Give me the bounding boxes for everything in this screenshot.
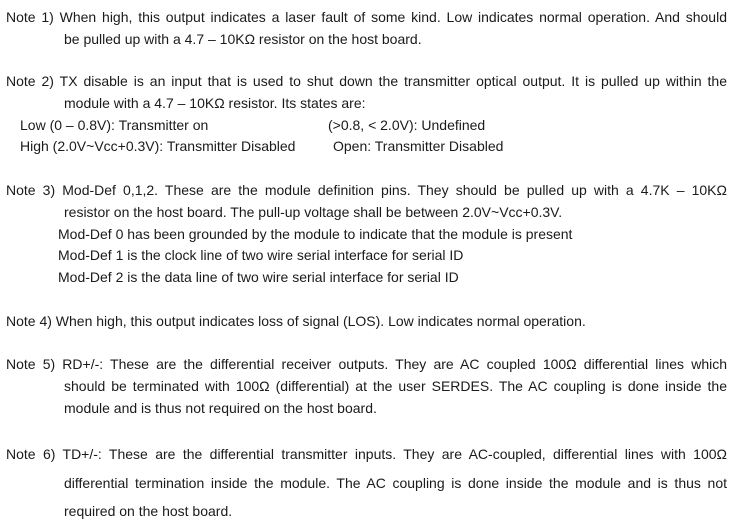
note-6-line-3: required on the host board.	[64, 503, 233, 519]
tx-state-low: Low (0 – 0.8V): Transmitter on	[20, 117, 209, 133]
mod-def-2-line: Mod-Def 2 is the data line of two wire serial interface for serial ID	[58, 269, 459, 285]
mod-def-1-line: Mod-Def 1 is the clock line of two wire serial interface for serial ID	[58, 247, 464, 263]
note-2-line-1: Note 2) TX disable is an input that is used to shut down the transmitter optical output. It is pulled up within the	[6, 73, 727, 89]
tx-state-undefined: (>0.8, < 2.0V): Undefined	[328, 117, 486, 133]
tx-state-high: High (2.0V~Vcc+0.3V): Transmitter Disabled	[20, 138, 296, 154]
note-4-line-1: Note 4) When high, this output indicates loss of signal (LOS). Low indicates normal operation.	[6, 313, 586, 329]
note-6-line-1: Note 6) TD+/-: These are the differential transmitter inputs. They are AC-coupled, differential lines with 100Ω	[6, 446, 727, 462]
note-1-line-2: be pulled up with a 4.7 – 10KΩ resistor on the host board.	[64, 31, 422, 47]
note-3-line-2: resistor on the host board. The pull-up voltage shall be between 2.0V~Vcc+0.3V.	[64, 204, 563, 220]
mod-def-0-line: Mod-Def 0 has been grounded by the module to indicate that the module is present	[58, 226, 573, 242]
note-1-line-1: Note 1) When high, this output indicates a laser fault of some kind. Low indicates normal operation. And should	[6, 9, 727, 25]
tx-state-open: Open: Transmitter Disabled	[333, 138, 504, 154]
note-2-line-2: module with a 4.7 – 10KΩ resistor. Its states are:	[64, 95, 366, 111]
note-5-line-2: should be terminated with 100Ω (differential) at the user SERDES. The AC coupling is done inside the	[64, 378, 727, 394]
note-3-line-1: Note 3) Mod-Def 0,1,2. These are the module definition pins. They should be pulled up with a 4.7K – 10KΩ	[6, 182, 727, 198]
note-6-line-2: differential termination inside the module. The AC coupling is done inside the module and is thus not	[64, 475, 727, 491]
note-5-line-3: module and is thus not required on the host board.	[64, 400, 377, 416]
note-5-line-1: Note 5) RD+/-: These are the differential receiver outputs. They are AC coupled 100Ω differential lines which	[6, 356, 727, 372]
